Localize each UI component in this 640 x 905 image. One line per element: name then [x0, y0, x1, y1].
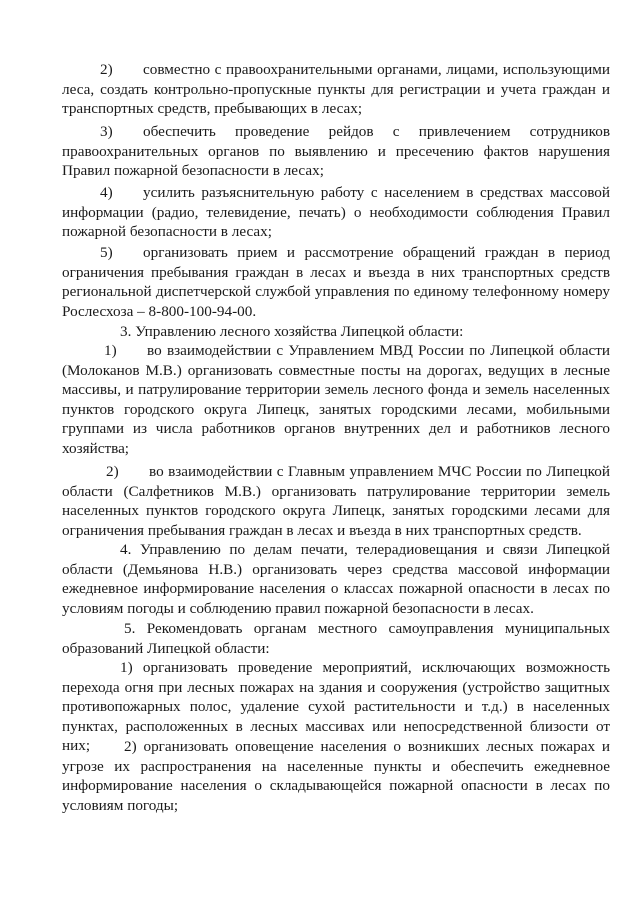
section-3-item-2: 2) во взаимодействии с Главным управлением МЧС России по Липецкой области (Салфетников М.В.) организовать патрулирование территории земель населенных пунктов городского округа Липецк, занятых городскими лесами для ограничения пребывания граждан в лесах и въезда в них транспортных средств.: [62, 463, 610, 539]
section-5-item-1: 1) организовать проведение мероприятий, исключающих возможность перехода огня при лесных пожарах на здания и сооружения (устройство защитных противопожарных полос, удаление сухой растительности и т.д.) в населенных пунктах, расположенных в лесных массивах или непосредственной близости от них;: [62, 659, 610, 755]
paragraph-5: 5) организовать прием и рассмотрение обращений граждан в период ограничения пребывания граждан в лесах и въезда в них транспортных средств региональной диспетчерской службой управления по единому телефонному номеру Рослесхоза – 8-800-100-94-00.: [62, 244, 610, 320]
paragraph-4: 4) усилить разъяснительную работу с населением в средствах массовой информации (радио, телевидение, печать) о необходимости соблюдения Правил пожарной безопасности в лесах;: [62, 184, 610, 241]
paragraph-2: 2) совместно с правоохранительными органами, лицами, использующими леса, создать контрольно-пропускные пункты для регистрации и учета граждан и транспортных средств, пребывающих в лесах;: [62, 61, 610, 118]
section-3-heading: 3. Управлению лесного хозяйства Липецкой области:: [120, 323, 464, 340]
paragraph-3: 3) обеспечить проведение рейдов с привлечением сотрудников правоохранительных органов по выявлению и пресечению фактов нарушения Правил пожарной безопасности в лесах;: [62, 123, 610, 180]
section-5-item-2: 2) организовать оповещение населения о возникших лесных пожарах и угрозе их распространения на населенные пункты и обеспечить ежедневное информирование населения о складывающейся пожарной опасности в лесах по условиям погоды;: [62, 738, 610, 814]
section-3-item-1: 1) во взаимодействии с Управлением МВД России по Липецкой области (Молоканов М.В.) организовать совместные посты на дорогах, ведущих в лесные массивы, и патрулирование территории земель лесного фонда и земель населенных пунктов городского округа Липецк, занятых городскими лесами, мобильными группами из числа работников органов внутренних дел и работников лесного хозяйства;: [62, 342, 610, 457]
section-5-heading: 5. Рекомендовать органам местного самоуправления муниципальных образований Липецкой области:: [62, 620, 610, 657]
section-4: 4. Управлению по делам печати, телерадиовещания и связи Липецкой области (Демьянова Н.В.) организовать через средства массовой информации ежедневное информирование населения о классах пожарной опасности в лесах по условиям погоды и соблюдению правил пожарной безопасности в лесах.: [62, 541, 610, 617]
